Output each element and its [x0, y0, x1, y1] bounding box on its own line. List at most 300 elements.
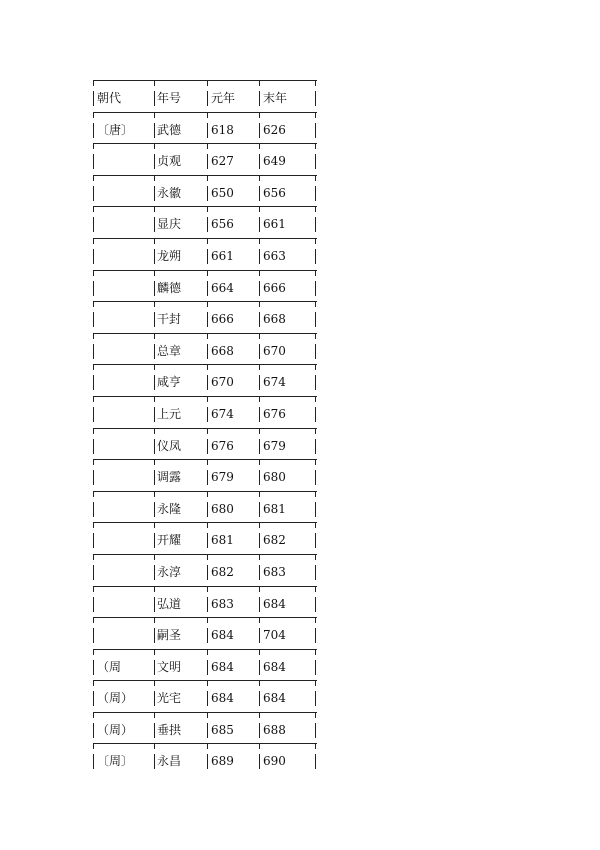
start-year-cell: 668 — [211, 343, 234, 358]
table-row — [93, 712, 317, 744]
column-tick — [93, 743, 94, 749]
table-row — [93, 522, 317, 554]
table-row — [93, 206, 317, 238]
table-row — [93, 491, 317, 523]
column-tick — [207, 407, 208, 422]
column-tick — [93, 565, 94, 580]
column-tick — [93, 470, 94, 485]
column-tick — [154, 459, 155, 465]
column-tick — [259, 554, 260, 560]
column-tick — [315, 344, 316, 359]
era-cell: 咸亨 — [157, 375, 182, 390]
table-row — [93, 112, 317, 144]
table-row — [93, 175, 317, 207]
column-tick — [207, 743, 208, 749]
column-tick — [315, 439, 316, 454]
column-tick — [259, 439, 260, 454]
column-tick — [259, 80, 260, 86]
column-tick — [154, 364, 155, 370]
start-year-cell: 681 — [211, 533, 234, 548]
start-year-cell: 684 — [211, 691, 234, 706]
era-cell: 文明 — [157, 659, 182, 674]
column-tick — [315, 281, 316, 296]
column-tick — [315, 364, 316, 370]
column-tick — [207, 691, 208, 706]
column-tick — [315, 597, 316, 612]
column-tick — [259, 723, 260, 738]
column-tick — [259, 249, 260, 264]
column-tick — [93, 554, 94, 560]
column-tick — [154, 143, 155, 149]
era-cell: 永淳 — [157, 564, 182, 579]
column-tick — [315, 333, 316, 339]
column-tick — [259, 396, 260, 402]
column-tick — [93, 143, 94, 149]
era-cell: 光宅 — [157, 691, 182, 706]
row-rule — [93, 206, 317, 207]
table-header-row — [93, 80, 317, 112]
column-tick — [154, 375, 155, 390]
column-tick — [93, 312, 94, 327]
column-tick — [207, 91, 208, 106]
column-tick — [315, 502, 316, 517]
column-tick — [259, 217, 260, 232]
column-tick — [154, 565, 155, 580]
column-tick — [207, 396, 208, 402]
table-row — [93, 554, 317, 586]
dynasty-cell: 〔唐〕 — [97, 122, 134, 137]
row-rule — [93, 680, 317, 681]
table-row — [93, 459, 317, 491]
column-tick — [154, 628, 155, 643]
column-tick — [207, 186, 208, 201]
column-tick — [154, 533, 155, 548]
start-year-cell: 676 — [211, 438, 234, 453]
table-row — [93, 143, 317, 175]
column-tick — [207, 112, 208, 118]
end-year-cell: 666 — [263, 280, 286, 295]
column-tick — [207, 617, 208, 623]
column-tick — [154, 91, 155, 106]
column-tick — [207, 301, 208, 307]
table-row — [93, 743, 317, 775]
column-tick — [93, 754, 94, 769]
era-cell: 嗣圣 — [157, 628, 182, 643]
column-tick — [259, 743, 260, 749]
column-tick — [154, 649, 155, 655]
start-year-cell: 618 — [211, 122, 234, 137]
column-tick — [207, 597, 208, 612]
row-rule — [93, 554, 317, 555]
row-rule — [93, 301, 317, 302]
column-tick — [154, 186, 155, 201]
column-tick — [93, 617, 94, 623]
column-tick — [93, 206, 94, 212]
table-row — [93, 270, 317, 302]
row-rule — [93, 459, 317, 460]
table-row — [93, 586, 317, 618]
column-tick — [93, 123, 94, 138]
era-cell: 上元 — [157, 406, 182, 421]
end-year-cell: 668 — [263, 312, 286, 327]
column-tick — [315, 754, 316, 769]
column-tick — [207, 217, 208, 232]
column-tick — [207, 712, 208, 718]
start-year-cell: 680 — [211, 501, 234, 516]
column-tick — [315, 680, 316, 686]
end-year-cell: 649 — [263, 154, 286, 169]
column-tick — [93, 723, 94, 738]
column-tick — [93, 649, 94, 655]
column-tick — [315, 628, 316, 643]
column-tick — [259, 375, 260, 390]
column-tick — [154, 597, 155, 612]
column-tick — [93, 375, 94, 390]
column-tick — [315, 691, 316, 706]
era-cell: 龙朔 — [157, 248, 182, 263]
column-tick — [259, 123, 260, 138]
era-cell: 弘道 — [157, 596, 182, 611]
column-tick — [259, 186, 260, 201]
column-tick — [93, 396, 94, 402]
row-rule — [93, 649, 317, 650]
column-tick — [154, 238, 155, 244]
column-tick — [154, 617, 155, 623]
column-tick — [259, 754, 260, 769]
row-rule — [93, 80, 317, 81]
column-tick — [154, 396, 155, 402]
column-tick — [93, 175, 94, 181]
column-tick — [93, 660, 94, 675]
column-tick — [154, 407, 155, 422]
row-rule — [93, 175, 317, 176]
table-body — [93, 112, 317, 775]
column-tick — [259, 154, 260, 169]
row-rule — [93, 270, 317, 271]
column-tick — [315, 459, 316, 465]
column-tick — [259, 143, 260, 149]
start-year-cell: 656 — [211, 217, 234, 232]
column-tick — [259, 91, 260, 106]
end-year-cell: 704 — [263, 628, 286, 643]
column-tick — [259, 407, 260, 422]
column-tick — [154, 301, 155, 307]
column-tick — [315, 217, 316, 232]
end-year-cell: 680 — [263, 470, 286, 485]
column-tick — [207, 281, 208, 296]
column-tick — [259, 344, 260, 359]
column-tick — [154, 270, 155, 276]
column-tick — [93, 428, 94, 434]
column-tick — [315, 565, 316, 580]
row-rule — [93, 112, 317, 113]
column-tick — [315, 723, 316, 738]
column-tick — [207, 628, 208, 643]
end-year-cell: 626 — [263, 122, 286, 137]
column-tick — [315, 238, 316, 244]
row-rule — [93, 712, 317, 713]
start-year-cell: 689 — [211, 754, 234, 769]
dynasty-cell: （周） — [97, 722, 134, 737]
column-tick — [154, 206, 155, 212]
column-tick — [207, 723, 208, 738]
era-cell: 显庆 — [157, 217, 182, 232]
column-tick — [259, 597, 260, 612]
era-cell: 贞观 — [157, 154, 182, 169]
column-tick — [315, 491, 316, 497]
start-year-cell: 627 — [211, 154, 234, 169]
table-row — [93, 396, 317, 428]
column-tick — [207, 428, 208, 434]
column-tick — [315, 186, 316, 201]
column-tick — [154, 470, 155, 485]
row-rule — [93, 143, 317, 144]
column-tick — [207, 533, 208, 548]
column-tick — [154, 344, 155, 359]
end-year-cell: 684 — [263, 596, 286, 611]
column-tick — [315, 270, 316, 276]
column-tick — [315, 617, 316, 623]
column-tick — [207, 491, 208, 497]
column-tick — [207, 270, 208, 276]
column-tick — [207, 649, 208, 655]
column-tick — [93, 586, 94, 592]
end-year-cell: 674 — [263, 375, 286, 390]
column-tick — [93, 112, 94, 118]
column-tick — [259, 281, 260, 296]
column-tick — [315, 175, 316, 181]
column-tick — [315, 522, 316, 528]
row-rule — [93, 396, 317, 397]
column-tick — [207, 143, 208, 149]
column-tick — [93, 344, 94, 359]
column-tick — [207, 680, 208, 686]
column-tick — [154, 154, 155, 169]
end-year-cell: 676 — [263, 406, 286, 421]
column-tick — [154, 743, 155, 749]
era-cell: 麟德 — [157, 280, 182, 295]
column-tick — [259, 649, 260, 655]
era-cell: 总章 — [157, 343, 182, 358]
column-tick — [207, 312, 208, 327]
row-rule — [93, 617, 317, 618]
column-tick — [259, 206, 260, 212]
column-tick — [93, 502, 94, 517]
column-tick — [207, 375, 208, 390]
column-tick — [154, 439, 155, 454]
start-year-cell: 674 — [211, 406, 234, 421]
column-tick — [259, 312, 260, 327]
column-tick — [315, 249, 316, 264]
end-year-cell: 688 — [263, 722, 286, 737]
column-tick — [207, 554, 208, 560]
row-rule — [93, 364, 317, 365]
column-tick — [93, 270, 94, 276]
row-rule — [93, 491, 317, 492]
column-tick — [207, 206, 208, 212]
column-tick — [259, 712, 260, 718]
column-tick — [93, 154, 94, 169]
start-year-cell: 685 — [211, 722, 234, 737]
column-tick — [207, 459, 208, 465]
column-tick — [93, 407, 94, 422]
start-year-cell: 682 — [211, 564, 234, 579]
column-tick — [154, 586, 155, 592]
row-rule — [93, 238, 317, 239]
column-tick — [154, 312, 155, 327]
start-year-cell: 670 — [211, 375, 234, 390]
column-tick — [93, 491, 94, 497]
column-tick — [259, 459, 260, 465]
table-row — [93, 680, 317, 712]
era-cell: 开耀 — [157, 533, 182, 548]
column-tick — [259, 364, 260, 370]
era-cell: 永徽 — [157, 185, 182, 200]
column-tick — [259, 533, 260, 548]
column-tick — [315, 396, 316, 402]
column-tick — [93, 333, 94, 339]
row-rule — [93, 586, 317, 587]
column-tick — [154, 491, 155, 497]
row-rule — [93, 743, 317, 744]
header-era: 年号 — [157, 91, 182, 105]
table-row — [93, 238, 317, 270]
column-tick — [259, 428, 260, 434]
column-tick — [93, 459, 94, 465]
table-row — [93, 649, 317, 681]
column-tick — [154, 691, 155, 706]
column-tick — [259, 617, 260, 623]
column-tick — [259, 502, 260, 517]
column-tick — [93, 217, 94, 232]
column-tick — [207, 502, 208, 517]
column-tick — [154, 333, 155, 339]
column-tick — [207, 175, 208, 181]
column-tick — [207, 333, 208, 339]
start-year-cell: 666 — [211, 312, 234, 327]
column-tick — [259, 270, 260, 276]
column-tick — [154, 217, 155, 232]
start-year-cell: 664 — [211, 280, 234, 295]
column-tick — [259, 470, 260, 485]
header-start-year: 元年 — [211, 91, 236, 105]
start-year-cell: 684 — [211, 659, 234, 674]
end-year-cell: 681 — [263, 501, 286, 516]
end-year-cell: 679 — [263, 438, 286, 453]
column-tick — [93, 301, 94, 307]
era-cell: 永昌 — [157, 754, 182, 769]
table-row — [93, 617, 317, 649]
column-tick — [154, 428, 155, 434]
column-tick — [93, 186, 94, 201]
column-tick — [154, 522, 155, 528]
era-cell: 永隆 — [157, 501, 182, 516]
column-tick — [315, 312, 316, 327]
column-tick — [315, 660, 316, 675]
column-tick — [207, 565, 208, 580]
header-end-year: 末年 — [263, 91, 288, 105]
column-tick — [93, 533, 94, 548]
column-tick — [93, 249, 94, 264]
column-tick — [259, 660, 260, 675]
era-cell: 调露 — [157, 470, 182, 485]
column-tick — [259, 565, 260, 580]
column-tick — [93, 91, 94, 106]
table-row — [93, 301, 317, 333]
column-tick — [315, 154, 316, 169]
column-tick — [154, 112, 155, 118]
column-tick — [93, 439, 94, 454]
column-tick — [207, 660, 208, 675]
column-tick — [207, 123, 208, 138]
column-tick — [93, 238, 94, 244]
column-tick — [154, 80, 155, 86]
end-year-cell: 656 — [263, 185, 286, 200]
end-year-cell: 690 — [263, 754, 286, 769]
column-tick — [259, 238, 260, 244]
column-tick — [93, 597, 94, 612]
start-year-cell: 684 — [211, 628, 234, 643]
column-tick — [315, 407, 316, 422]
column-tick — [154, 281, 155, 296]
era-cell: 仪凤 — [157, 438, 182, 453]
column-tick — [259, 586, 260, 592]
column-tick — [154, 754, 155, 769]
end-year-cell: 661 — [263, 217, 286, 232]
column-tick — [207, 586, 208, 592]
row-rule — [93, 428, 317, 429]
column-tick — [154, 123, 155, 138]
end-year-cell: 670 — [263, 343, 286, 358]
column-tick — [207, 238, 208, 244]
end-year-cell: 684 — [263, 691, 286, 706]
column-tick — [315, 533, 316, 548]
column-tick — [315, 301, 316, 307]
row-rule — [93, 522, 317, 523]
column-tick — [315, 743, 316, 749]
end-year-cell: 682 — [263, 533, 286, 548]
era-table — [93, 80, 317, 775]
column-tick — [207, 754, 208, 769]
end-year-cell: 684 — [263, 659, 286, 674]
column-tick — [259, 680, 260, 686]
column-tick — [93, 281, 94, 296]
table-row — [93, 364, 317, 396]
column-tick — [207, 522, 208, 528]
column-tick — [154, 249, 155, 264]
column-tick — [154, 660, 155, 675]
column-tick — [93, 628, 94, 643]
era-cell: 武德 — [157, 122, 182, 137]
header-dynasty: 朝代 — [97, 91, 122, 105]
column-tick — [315, 375, 316, 390]
column-tick — [154, 680, 155, 686]
column-tick — [259, 301, 260, 307]
column-tick — [315, 470, 316, 485]
dynasty-cell: （周） — [97, 691, 134, 706]
column-tick — [259, 491, 260, 497]
column-tick — [259, 628, 260, 643]
end-year-cell: 663 — [263, 248, 286, 263]
column-tick — [93, 364, 94, 370]
column-tick — [154, 502, 155, 517]
column-tick — [259, 175, 260, 181]
row-rule — [93, 333, 317, 334]
column-tick — [315, 91, 316, 106]
column-tick — [259, 522, 260, 528]
column-tick — [93, 522, 94, 528]
column-tick — [154, 554, 155, 560]
